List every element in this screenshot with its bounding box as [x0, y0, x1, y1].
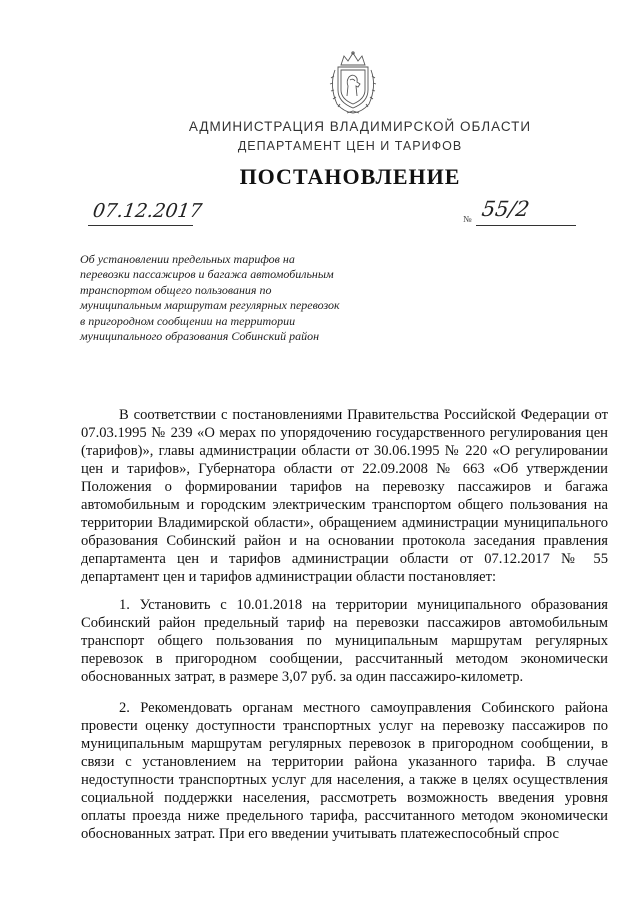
document-date: 07.12.2017	[91, 200, 204, 222]
administration-name: АДМИНИСТРАЦИЯ ВЛАДИМИРСКОЙ ОБЛАСТИ	[188, 119, 532, 134]
item-1-paragraph: 1. Установить с 10.01.2018 на территории муниципального образования Собинский район предельный тариф на перевозки пассажиров автомобильным транспорт общего пользования по муниципальным маршрутам регулярных перевозок в пригородном сообщении, рассчитанный методом экономически обоснованных затрат, в размере 3,07 руб. за один пассажиро-километр.	[81, 597, 608, 685]
document-number: 55/2	[480, 197, 531, 221]
item-2-paragraph: 2. Рекомендовать органам местного самоуправления Собинского района провести оценку доступности транспортных услуг на перевозку пассажиров по муниципальным маршрутам регулярных перевозок в пригородном сообщении, в связи с установлением на территории района указанного тарифа. В случае недоступности транспортных услуг для населения, а также в целях осуществления социальной поддержки населения, рассмотреть возможность введения уровня оплаты проезда ниже предельного тарифа, рассчитанного методом экономически обоснованных затрат. При его введении учитывать платежеспособный спрос	[81, 700, 608, 842]
vladimir-oblast-coat-of-arms-icon	[327, 50, 379, 116]
document-body	[81, 406, 608, 843]
number-underline	[476, 225, 576, 226]
department-name: ДЕПАРТАМЕНТ ЦЕН И ТАРИФОВ	[237, 139, 463, 153]
document-type-title: ПОСТАНОВЛЕНИЕ	[239, 164, 461, 189]
preamble-paragraph: В соответствии с постановлениями Правительства Российской Федерации от 07.03.1995 № 239 «О мерах по упорядочению государственного регулирования цен (тарифов)», главы администрации области от 30.06.1995 № 220 «О регулировании цен и тарифов», Губернатора области от 22.09.2008 № 663 «Об утверждении Положения о формировании тарифов на перевозку пассажиров и багажа автомобильным и городским электрическим транспортом общего пользования на территории Владимирской области», обращением администрации муниципального образования Собинский район и на основании протокола заседания правления департамента цен и тарифов администрации области от 07.12.2017 № 55 департамент цен и тарифов администрации области постановляет:	[81, 407, 608, 585]
number-label: №	[463, 214, 472, 224]
document-subject: Об установлении предельных тарифов на перевозки пассажиров и багажа автомобильным транспортом общего пользования по муниципальным маршрутам регулярных перевозок в пригородном сообщении на территории муниципального образования Собинский район	[80, 252, 340, 344]
date-underline	[88, 225, 193, 226]
